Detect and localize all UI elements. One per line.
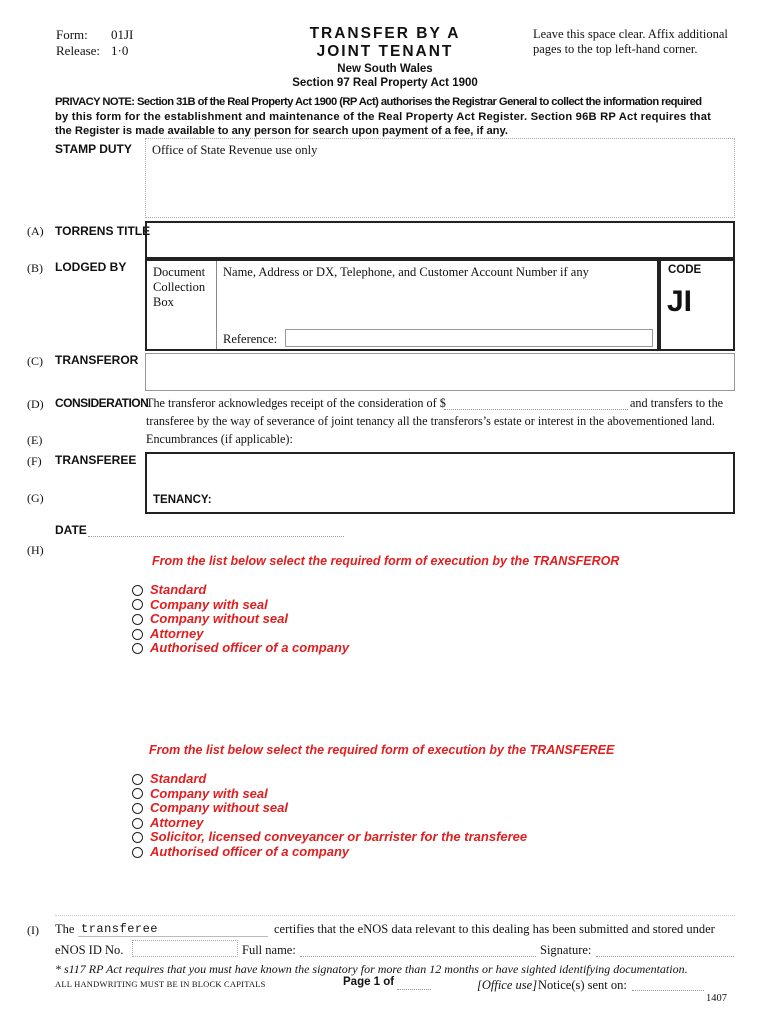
letter-g: (G) <box>27 491 44 505</box>
divider <box>216 261 217 349</box>
doc-box-line-3: Box <box>153 295 174 309</box>
execution-option-label: Solicitor, licensed conveyancer or barrister for the transferee <box>150 829 528 845</box>
release-label: Release: <box>56 43 101 58</box>
cert-top-rule <box>55 915 735 916</box>
enos-id-input[interactable] <box>132 940 238 957</box>
execution-option[interactable] <box>132 772 527 787</box>
release-value: 1·0 <box>111 43 129 58</box>
torrens-title-field[interactable] <box>145 221 735 259</box>
reference-input[interactable] <box>285 329 653 347</box>
radio-button[interactable] <box>132 585 143 596</box>
cert-party-select[interactable]: transferee <box>78 921 268 937</box>
transferee-execution-heading: From the list below select the required form of execution by the TRANSFEREE <box>149 743 615 757</box>
privacy-note <box>55 95 735 139</box>
execution-option-label: Authorised officer of a company <box>150 843 350 859</box>
title-line-2: JOINT TENANT <box>316 43 454 60</box>
radio-button[interactable] <box>132 599 143 610</box>
radio-button[interactable] <box>132 629 143 640</box>
letter-h: (H) <box>27 543 44 557</box>
execution-option[interactable] <box>132 627 349 642</box>
cert-the-label: The <box>55 922 75 936</box>
enos-id-label: eNOS ID No. <box>55 943 124 957</box>
lodger-details-label: Name, Address or DX, Telephone, and Customer Account Number if any <box>223 265 589 279</box>
transferee-label: TRANSFEREE <box>55 453 137 467</box>
subtitle-state: New South Wales <box>337 63 433 75</box>
transferee-execution-options <box>132 772 527 860</box>
execution-option[interactable] <box>132 830 527 845</box>
code-label: CODE <box>668 264 702 276</box>
consideration-text-start: The transferor acknowledges receipt of the consideration of $ <box>146 396 446 410</box>
consideration-text <box>146 396 446 411</box>
notices-sent-label: Notice(s) sent on: <box>538 978 627 992</box>
execution-option-label: Attorney <box>150 625 204 641</box>
lodged-by-box <box>145 259 659 351</box>
execution-option[interactable] <box>132 845 527 860</box>
subtitle-act: Section 97 Real Property Act 1900 <box>292 77 478 89</box>
form-id-block <box>56 27 133 59</box>
code-box <box>659 259 735 351</box>
encumbrances-label: Encumbrances (if applicable): <box>146 432 293 446</box>
page-count-label: Page 1 of <box>343 976 395 988</box>
torrens-title-label: TORRENS TITLE <box>55 224 151 238</box>
transferor-field[interactable] <box>145 353 735 391</box>
radio-button[interactable] <box>132 847 143 858</box>
radio-button[interactable] <box>132 803 143 814</box>
execution-option-label: Attorney <box>150 814 204 830</box>
radio-button[interactable] <box>132 643 143 654</box>
execution-option[interactable] <box>132 787 527 802</box>
title-line-1: TRANSFER BY A <box>309 25 461 42</box>
execution-option[interactable] <box>132 612 349 627</box>
letter-a: (A) <box>27 224 44 238</box>
execution-option-label: Authorised officer of a company <box>150 640 350 656</box>
page-subtitle <box>270 62 500 90</box>
privacy-line-3: the Register is made available to any person for search upon payment of a fee, if any. <box>55 125 509 137</box>
privacy-line-2: by this form for the establishment and maintenance of the Real Property Act Register. Section 96B RP Act requires that <box>55 110 712 123</box>
execution-option[interactable] <box>132 641 349 656</box>
letter-f: (F) <box>27 454 42 468</box>
doc-box-line-1: Document <box>153 265 206 279</box>
doc-box-line-2: Collection <box>153 280 206 294</box>
radio-button[interactable] <box>132 832 143 843</box>
clear-note-line-1: Leave this space clear. Affix additional <box>533 27 728 41</box>
transferor-execution-heading: From the list below select the required form of execution by the TRANSFEROR <box>152 554 620 568</box>
execution-option-label: Company without seal <box>150 611 288 627</box>
form-value: 01JI <box>111 27 134 42</box>
signature-label: Signature: <box>540 943 592 957</box>
full-name-input[interactable] <box>300 944 536 957</box>
lodged-by-label: LODGED BY <box>55 260 127 274</box>
date-input[interactable] <box>88 524 344 537</box>
consideration-amount-input[interactable] <box>444 397 628 410</box>
stamp-duty-box[interactable] <box>145 138 735 218</box>
letter-d: (D) <box>27 397 44 411</box>
execution-option-label: Company with seal <box>150 596 268 612</box>
radio-button[interactable] <box>132 818 143 829</box>
tenancy-label: TENANCY: <box>153 494 212 506</box>
execution-option[interactable] <box>132 816 527 831</box>
signatory-footnote: * s117 RP Act requires that you must have known the signatory for more than 12 months or have sighted identifying documentation. <box>55 962 688 976</box>
transferee-box[interactable] <box>145 452 735 514</box>
transferor-execution-options <box>132 583 349 656</box>
cert-certifies-text: certifies that the eNOS data relevant to this dealing has been submitted and stored under <box>274 922 715 936</box>
form-number: 1407 <box>706 993 727 1004</box>
consideration-line-2: transferee by the way of severance of joint tenancy all the transferors’s estate or interest in the abovementioned land. <box>146 414 715 428</box>
execution-option[interactable] <box>132 598 349 613</box>
execution-option[interactable] <box>132 583 349 598</box>
clear-space-note <box>533 27 728 57</box>
execution-option-label: Company with seal <box>150 785 268 801</box>
page-title <box>290 25 480 61</box>
radio-button[interactable] <box>132 614 143 625</box>
consideration-label: CONSIDERATION <box>55 396 149 410</box>
letter-c: (C) <box>27 354 43 368</box>
code-value: JI <box>667 285 693 318</box>
execution-option-label: Standard <box>150 582 207 597</box>
signature-field[interactable] <box>596 944 734 957</box>
transferor-label: TRANSFEROR <box>55 353 139 367</box>
notices-sent-input[interactable] <box>632 979 704 991</box>
execution-option-label: Standard <box>150 771 207 786</box>
execution-option[interactable] <box>132 801 527 816</box>
consideration-text-end: and transfers to the <box>630 396 724 410</box>
form-label: Form: <box>56 27 88 42</box>
letter-b: (B) <box>27 261 43 275</box>
page-count-input[interactable] <box>397 978 431 990</box>
office-use-label: [Office use] <box>477 978 538 992</box>
letter-i: (I) <box>27 923 39 937</box>
document-collection-box-label <box>153 265 205 310</box>
letter-e: (E) <box>27 433 43 447</box>
block-capitals-note: ALL HANDWRITING MUST BE IN BLOCK CAPITALS <box>55 979 266 989</box>
stamp-duty-label: STAMP DUTY <box>55 142 132 156</box>
privacy-line-1: PRIVACY NOTE: Section 31B of the Real Property Act 1900 (RP Act) authorises the Registrar General to collect the information required <box>55 96 702 108</box>
execution-option-label: Company without seal <box>150 800 288 816</box>
full-name-label: Full name: <box>242 943 296 957</box>
stamp-duty-text: Office of State Revenue use only <box>152 143 318 157</box>
reference-label: Reference: <box>223 332 278 346</box>
radio-button[interactable] <box>132 788 143 799</box>
radio-button[interactable] <box>132 774 143 785</box>
clear-note-line-2: pages to the top left-hand corner. <box>533 42 698 56</box>
date-label: DATE <box>55 523 87 537</box>
